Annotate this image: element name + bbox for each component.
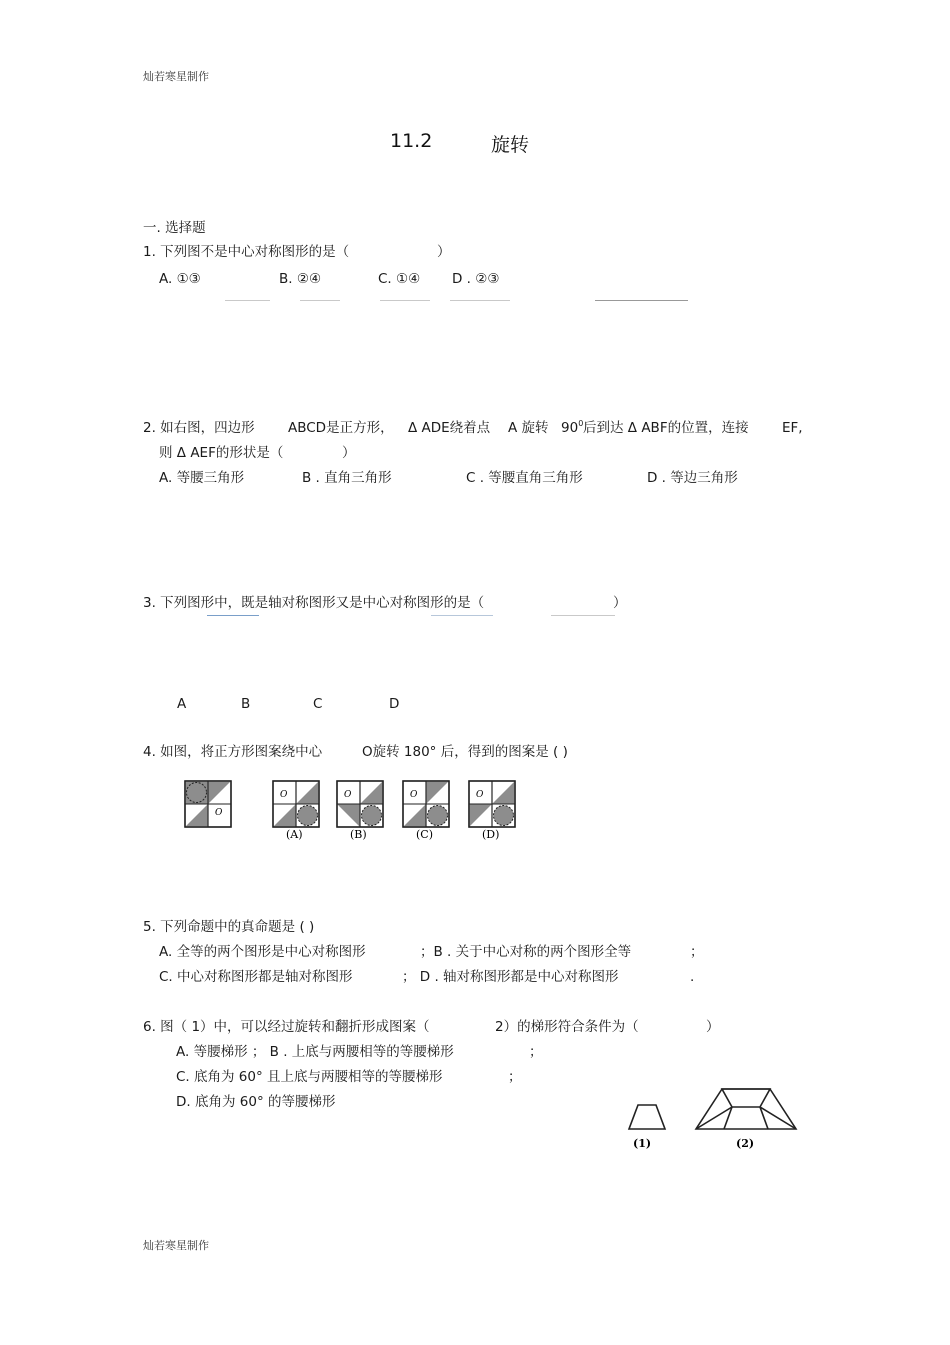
q6-figure-2-pattern	[696, 1089, 796, 1129]
q6-stem-a: 6. 图（ 1）中，可以经过旋转和翻折形成图案（	[143, 1019, 430, 1035]
section-heading: 一. 选择题	[143, 220, 206, 236]
q5-line-cd-b: ； D . 轴对称图形都是中心对称图形	[402, 969, 619, 985]
svg-text:O: O	[344, 790, 352, 800]
q3-stem: 3. 下列图形中，既是轴对称图形又是中心对称图形的是（	[143, 595, 485, 611]
q3-label-d: D	[389, 696, 400, 712]
q2-option-d: D . 等边三角形	[647, 470, 738, 486]
q6-stem-b: 2）的梯形符合条件为（	[495, 1019, 639, 1035]
q1-figure-trace	[595, 300, 688, 301]
q3-figure-trace	[431, 615, 493, 616]
q2-line2: 则 Δ AEF的形状是（	[159, 445, 284, 461]
q4-label-d: (D)	[482, 828, 500, 841]
q1-figure-trace	[300, 300, 340, 301]
q6-option-d: D. 底角为 60° 的等腰梯形	[176, 1094, 336, 1110]
page-header: 灿若寒星制作	[143, 70, 209, 83]
q1-option-d: D . ②③	[452, 271, 500, 287]
q6-figure-1-label: (1)	[633, 1137, 652, 1150]
q6-stem-close: ）	[706, 1019, 720, 1035]
q3-figure-trace	[551, 615, 615, 616]
svg-text:O: O	[476, 790, 484, 800]
q1-option-b: B. ②④	[279, 271, 322, 287]
q4-option-c-pattern	[403, 781, 449, 827]
q1-option-a: A. ①③	[159, 271, 201, 287]
q5-line-cd-c: .	[690, 969, 695, 985]
q1-figure-trace	[450, 300, 510, 301]
q1-figure-trace	[225, 300, 270, 301]
q4-label-c: (C)	[416, 828, 433, 841]
svg-text:O: O	[280, 790, 288, 800]
title-number: 11.2	[390, 130, 433, 152]
q6-option-ab: A. 等腰梯形 ； B . 上底与两腰相等的等腰梯形	[176, 1044, 454, 1060]
q4-stem-b: O旋转 180° 后，得到的图案是 ( )	[362, 744, 568, 760]
q2-line1-e: $90^0$	[561, 419, 584, 436]
q1-option-c: C. ①④	[378, 271, 421, 287]
q2-line1-f: 后到达 Δ ABF的位置，连接	[583, 420, 749, 436]
q2-line1-a: 2. 如右图，四边形	[143, 420, 255, 436]
q3-figure-trace	[207, 615, 259, 616]
q4-label-a: (A)	[286, 828, 303, 841]
q2-line1-d: A 旋转	[508, 420, 549, 436]
title-text: 旋转	[491, 134, 530, 156]
q3-close: ）	[613, 595, 627, 611]
q3-label-b: B	[241, 696, 251, 712]
q2-line1-b: ABCD是正方形，	[288, 420, 394, 436]
q4-label-b: (B)	[350, 828, 367, 841]
svg-text:O: O	[215, 808, 223, 818]
q4-option-a-pattern	[273, 781, 319, 827]
q4-original-pattern	[185, 781, 231, 827]
q2-line1-g: EF,	[782, 420, 803, 436]
q2-line2-close: ）	[342, 445, 356, 461]
q2-option-b: B . 直角三角形	[302, 470, 392, 486]
q5-line-ab-c: ；	[690, 944, 704, 960]
svg-text:O: O	[410, 790, 418, 800]
q6-option-c-end: ；	[508, 1069, 522, 1085]
q1-close: ）	[437, 244, 451, 260]
page-footer: 灿若寒星制作	[143, 1239, 209, 1252]
q5-stem: 5. 下列命题中的真命题是 ( )	[143, 919, 315, 935]
q6-option-c: C. 底角为 60° 且上底与两腰相等的等腰梯形	[176, 1069, 443, 1085]
q3-label-a: A	[177, 696, 187, 712]
q1-stem: 1. 下列图不是中心对称图形的是（	[143, 244, 350, 260]
q2-option-a: A. 等腰三角形	[159, 470, 245, 486]
q5-line-cd-a: C. 中心对称图形都是轴对称图形	[159, 969, 353, 985]
q6-figure-1-trapezoid	[629, 1105, 665, 1129]
q4-option-d-pattern	[469, 781, 515, 827]
q1-figure-trace	[380, 300, 430, 301]
q6-option-ab-end: ；	[529, 1044, 543, 1060]
q4-figures	[180, 776, 530, 844]
q2-option-c: C . 等腰直角三角形	[466, 470, 583, 486]
q6-figures	[612, 1075, 812, 1155]
q4-option-b-pattern	[337, 781, 383, 827]
q3-label-c: C	[313, 696, 323, 712]
q5-line-ab-b: ；B . 关于中心对称的两个图形全等	[420, 944, 632, 960]
q6-figure-2-label: (2)	[736, 1137, 755, 1150]
q5-line-ab-a: A. 全等的两个图形是中心对称图形	[159, 944, 366, 960]
q4-stem-a: 4. 如图，将正方形图案绕中心	[143, 744, 323, 760]
q2-line1-c: Δ ADE绕着点	[408, 420, 491, 436]
